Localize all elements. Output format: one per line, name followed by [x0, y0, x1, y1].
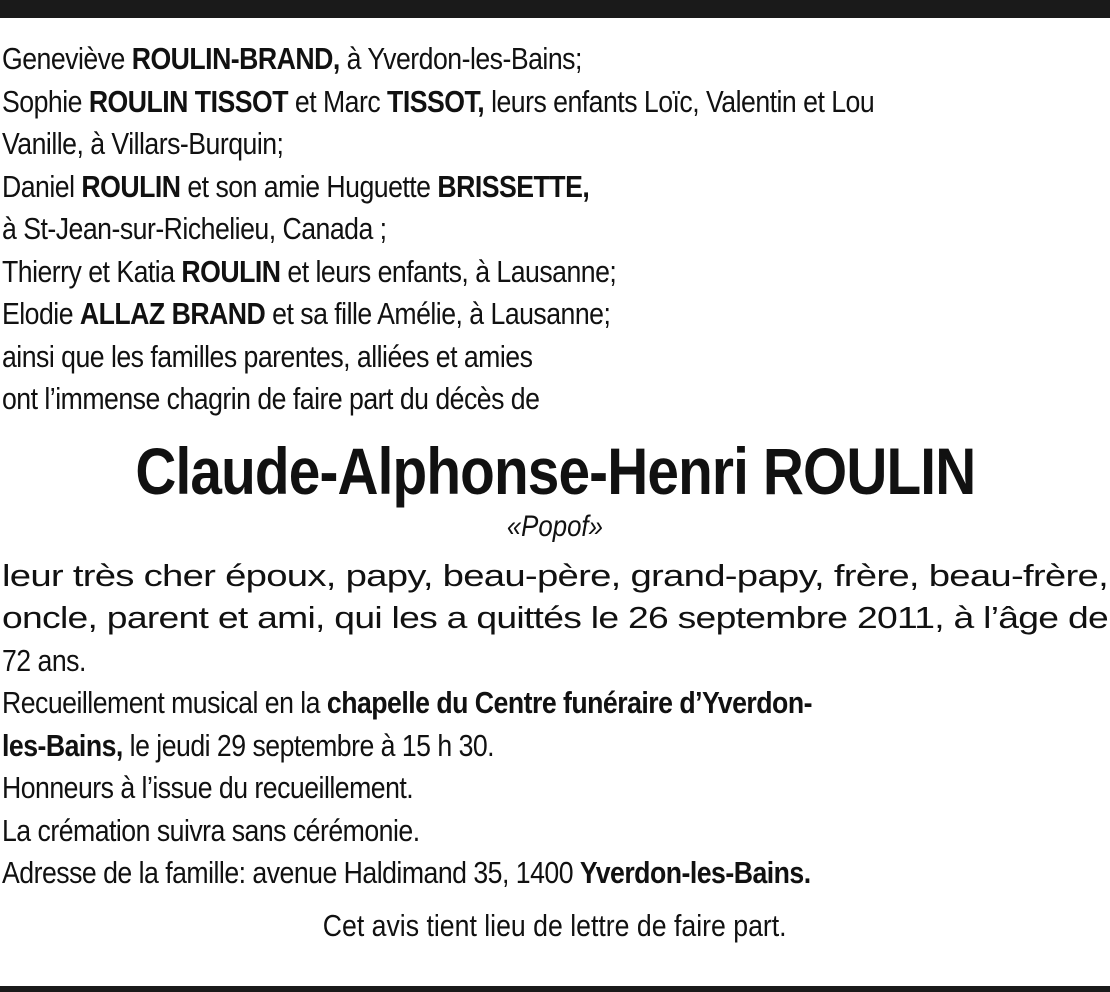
text-run: et sa fille Amélie, à Lausanne; — [265, 296, 611, 331]
text-run: ainsi que les familles parentes, alliées et amies — [2, 338, 533, 374]
text-run: et son amie Huguette — [180, 168, 438, 204]
bold-name: chapelle du Centre funéraire d’Yverdon- — [326, 685, 812, 720]
family-list — [2, 38, 1108, 421]
text-run: à Yverdon-les-Bains; — [339, 41, 582, 76]
description-paragraph — [2, 555, 1108, 640]
text-run: et Marc — [287, 83, 388, 119]
top-rule — [0, 0, 1110, 18]
text-run: Elodie — [2, 296, 80, 331]
deceased-name — [2, 435, 1108, 507]
text-run: Vanille, à Villars-Burquin; — [2, 126, 284, 161]
bold-name: les-Bains, — [2, 727, 123, 763]
text-line — [2, 81, 1105, 124]
text-line — [2, 251, 1105, 294]
closing-text: Cet avis tient lieu de lettre de faire part. — [323, 907, 787, 943]
text-line — [2, 293, 1105, 336]
ceremony-details — [2, 640, 1108, 895]
justified-text: oncle, parent et ami, qui les a quittés le 26 septembre 2011, à l’âge de — [2, 600, 1108, 635]
text-line — [2, 767, 1105, 810]
justified-text: leur très cher époux, papy, beau-père, grand-papy, frère, beau-frère, — [2, 557, 1108, 593]
justified-line — [2, 597, 1108, 640]
text-line — [2, 810, 1105, 853]
bold-name: BRISSETTE, — [437, 168, 590, 204]
bold-name: ROULIN — [81, 168, 181, 204]
deceased-nickname — [2, 507, 1108, 547]
text-run: Thierry et Katia — [2, 253, 182, 289]
text-run: 72 ans. — [2, 642, 86, 678]
text-line — [2, 208, 1105, 251]
text-run: leurs enfants Loïc, Valentin et Lou — [484, 83, 875, 119]
closing-note — [2, 905, 1108, 947]
text-run: Daniel — [2, 168, 82, 204]
text-run: Honneurs à l’issue du recueillement. — [2, 770, 414, 805]
text-line — [2, 640, 1105, 683]
deceased-name-text: Claude-Alphonse-Henri ROULIN — [135, 433, 975, 508]
text-line — [2, 166, 1105, 209]
text-line — [2, 852, 1105, 895]
text-run: ont l’immense chagrin de faire part du décès de — [2, 381, 540, 416]
bold-name: ROULIN — [181, 253, 281, 289]
text-run: et leurs enfants, à Lausanne; — [280, 253, 617, 289]
bold-name: ROULIN TISSOT — [88, 83, 288, 119]
bold-name: ALLAZ BRAND — [79, 296, 266, 331]
text-run: Geneviève — [2, 41, 132, 76]
bold-name: Yverdon-les-Bains. — [579, 855, 811, 890]
text-run: Adresse de la famille: avenue Haldimand 35, 1400 — [2, 855, 580, 890]
text-run: La crémation suivra sans cérémonie. — [2, 812, 420, 848]
obituary-notice — [2, 38, 1108, 947]
text-line — [2, 682, 1105, 725]
justified-line — [2, 555, 1108, 598]
text-line — [2, 38, 1105, 81]
text-line — [2, 336, 1105, 379]
text-line — [2, 123, 1105, 166]
text-run: à St-Jean-sur-Richelieu, Canada ; — [2, 211, 387, 246]
bold-name: TISSOT, — [387, 83, 485, 119]
text-run: le jeudi 29 septembre à 15 h 30. — [122, 727, 495, 763]
deceased-nickname-text: «Popof» — [506, 509, 604, 543]
bottom-rule — [0, 986, 1110, 992]
text-run: Recueillement musical en la — [2, 685, 327, 720]
text-line — [2, 378, 1105, 421]
bold-name: ROULIN-BRAND, — [131, 41, 340, 76]
text-line — [2, 725, 1105, 768]
text-run: Sophie — [2, 83, 89, 119]
